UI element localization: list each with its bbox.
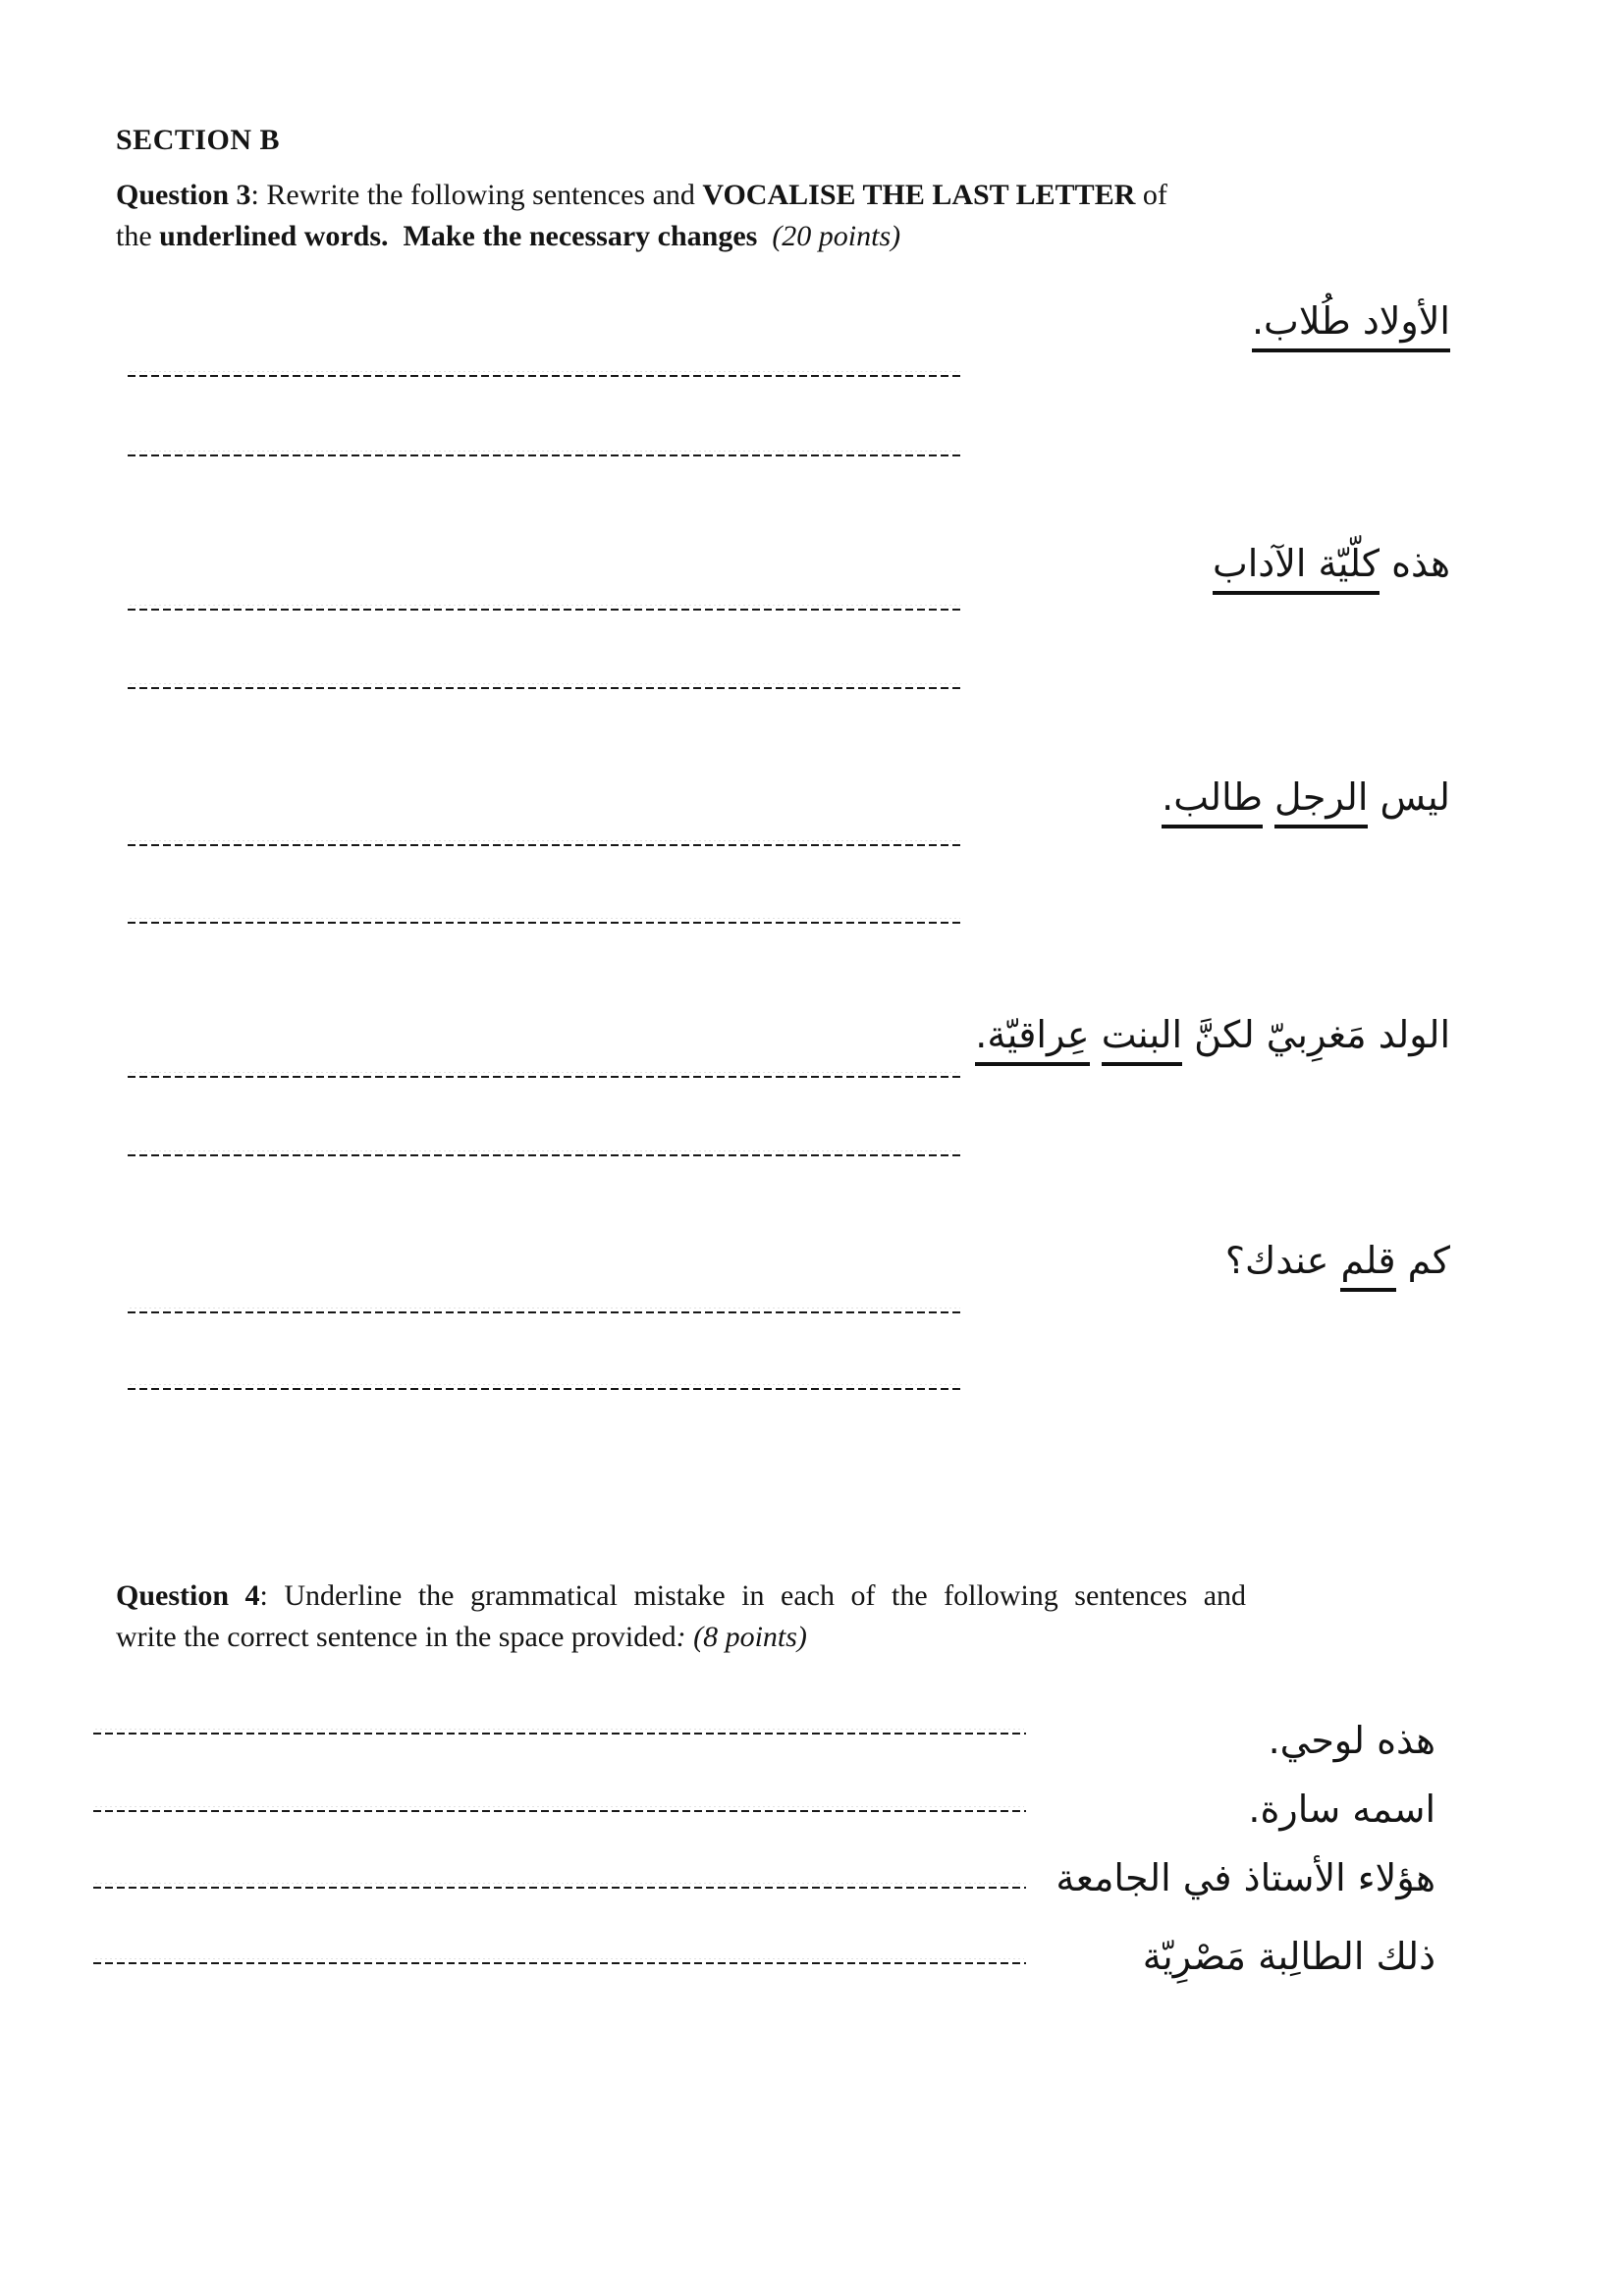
underlined-word: الأولاد طُلاب. <box>1252 299 1450 352</box>
intro-text-run: of <box>1135 179 1167 211</box>
plain-word <box>1263 775 1274 819</box>
underlined-word: البنت <box>1102 1013 1182 1066</box>
plain-word: ليس <box>1368 775 1450 819</box>
q3-sentence-3 <box>1162 775 1450 820</box>
q3-sentence-1 <box>1252 299 1450 344</box>
question3-intro-line-2 <box>116 219 900 254</box>
underlined-word: طالب. <box>1162 775 1263 828</box>
q3-sentence-2 <box>1213 542 1450 586</box>
q4-sentence-3: هؤلاء الأستاذ في الجامعة <box>1056 1856 1435 1899</box>
intro-text-run <box>757 220 772 252</box>
underlined-word: كلّيّة الآداب <box>1213 542 1380 595</box>
intro-text-run: Question 4 <box>116 1579 260 1612</box>
intro-text-run: : <box>676 1621 694 1653</box>
q3-answer-line-2-1 <box>128 609 962 611</box>
intro-text-run: write the correct sentence in the space provided <box>116 1621 677 1653</box>
q4-sentence-2: اسمه سارة. <box>1248 1788 1435 1831</box>
q3-answer-line-5-1 <box>128 1311 962 1313</box>
q3-answer-line-3-2 <box>128 922 962 924</box>
intro-text-run: (20 points) <box>772 220 901 252</box>
q3-answer-line-1-1 <box>128 375 962 377</box>
section-title: SECTION B <box>116 124 281 156</box>
plain-word <box>1090 1013 1102 1056</box>
underlined-word: عِراقيّة. <box>975 1013 1089 1066</box>
q4-answer-line-2 <box>93 1810 1026 1812</box>
plain-word: الولد مَغرِبيّ لكنَّ <box>1182 1013 1450 1056</box>
intro-text-run: underlined words. Make the necessary changes <box>159 220 758 252</box>
q4-sentence-4: ذلك الطالِبة مَصْرِيّة <box>1142 1935 1435 1978</box>
question3-intro-line-1 <box>116 178 1167 213</box>
question4-intro-line-1 <box>116 1578 1246 1614</box>
q4-answer-line-3 <box>93 1887 1026 1889</box>
q3-answer-line-3-1 <box>128 844 962 846</box>
plain-word: هذه <box>1380 542 1450 585</box>
intro-text-run: : Underline the grammatical mistake in each of the following sentences and <box>259 1579 1247 1612</box>
q3-answer-line-4-1 <box>128 1076 962 1078</box>
intro-text-run: : Rewrite the following sentences and <box>250 179 703 211</box>
underlined-word: قلم <box>1340 1239 1395 1292</box>
intro-text-run: the <box>116 220 160 252</box>
q3-answer-line-2-2 <box>128 687 962 689</box>
q3-sentence-4 <box>975 1013 1450 1057</box>
intro-text-run: (8 points) <box>693 1621 807 1653</box>
q4-answer-line-4 <box>93 1962 1026 1964</box>
q3-answer-line-1-2 <box>128 454 962 456</box>
q4-answer-line-1 <box>93 1733 1026 1735</box>
underlined-word: الرجل <box>1274 775 1368 828</box>
plain-word: عندك؟ <box>1224 1239 1341 1282</box>
q3-answer-line-4-2 <box>128 1154 962 1156</box>
q3-sentence-5 <box>1225 1239 1450 1283</box>
question4-intro-line-2 <box>116 1620 807 1655</box>
plain-word: كم <box>1395 1239 1450 1282</box>
intro-text-run: Question 3 <box>116 179 251 211</box>
intro-text-run: VOCALISE THE LAST LETTER <box>702 179 1136 211</box>
q3-answer-line-5-2 <box>128 1388 962 1390</box>
q4-sentence-1: هذه لوحي. <box>1268 1719 1435 1762</box>
